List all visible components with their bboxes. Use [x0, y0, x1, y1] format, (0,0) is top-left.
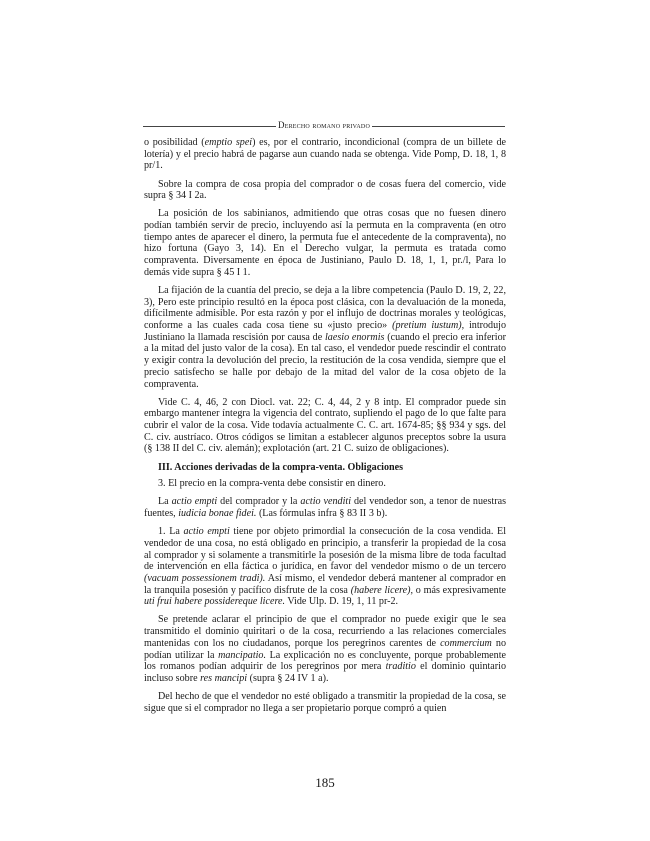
section-heading — [144, 462, 506, 474]
italic-term: (habere licere), — [350, 584, 413, 596]
running-header-title: Derecho romano privado — [278, 120, 370, 130]
paragraph — [144, 285, 506, 390]
text-run: La fijación de la cuantía del precio, se deja a la libre competencia (Paulo D. 19, 2, 22, 3), Pero este principio resultó en la época post clásica, con la devaluación de la moneda, difícilmente admisible. Por esta razón y por el influjo de doctrinas morales y teológicas, conforme a las cuales cada cosa tiene su «justo precio» — [144, 284, 506, 332]
paragraph — [144, 179, 506, 202]
paragraph — [144, 478, 506, 490]
paragraph — [144, 526, 506, 608]
text-run: Así mismo, el vendedor deberá mantener al comprador en la tranquila posesión y pacífico disfrute de la cosa — [144, 572, 506, 596]
italic-term: res mancipi — [200, 672, 248, 684]
italic-term: mancipatio. — [218, 649, 267, 661]
text-run: Se pretende aclarar el principio de que el comprador no puede exigir que le sea transmitido el dominio quiritari o de la cosa, recurriendo a las relaciones comerciales mantenidas con los no ciudadanos, porque los peregrinos carentes de — [144, 614, 506, 649]
text-run: Sobre la compra de cosa propia del comprador o de cosas fuera del comercio, vide supra § 34 I 2a. — [144, 178, 506, 202]
text-run: La — [158, 496, 172, 508]
text-run: el dominio quintario incluso sobre — [144, 661, 506, 684]
text-run: III. Acciones derivadas de la compra-venta. Obligaciones — [158, 461, 404, 473]
italic-term: uti frui habere possidereque licere. — [144, 596, 286, 608]
paragraph — [144, 137, 506, 172]
paragraph — [144, 496, 506, 519]
italic-term: (vacuam possessionem tradi). — [144, 572, 266, 584]
text-run: no podían utilizar la — [144, 637, 506, 661]
page-number: 185 — [315, 775, 335, 790]
italic-term: actio empti — [183, 526, 230, 538]
text-run: tiene por objeto primordial la consecución de la cosa vendida. El vendedor de una cosa, no está obligado en principio, a transferir la propiedad de la cosa al comprador y si solamente a transmitirle la posesión de la misma libre de toda facultad de intervención en ella fáctica o jurídica, en favor del vendedor mismo o de un tercero — [144, 526, 507, 573]
text-run: Vide Ulp. D. 19, 1, 11 pr-2. — [285, 596, 399, 608]
text-run: (supra § 24 IV 1 a). — [247, 672, 329, 684]
italic-term: iudicia bonae fidei. — [178, 508, 257, 520]
text-run: (cuando el precio era inferior a la mitad del justo valor de la cosa). En tal caso, el vendedor puede rescindir el contrato y exigir contra la devolución del precio, la restitución de la cosa vendida, siempre que el precio satisfecho se halle por debajo de la mitad del valor de la cosa objeto de la compraventa. — [144, 331, 506, 390]
text-run: ) es, por el contrario, incondicional (compra de un billete de lotería) y el precio habrá de pagarse aun cuando nada se obtenga. Vide Pomp, D. 18, 1, 8 pr/1. — [144, 137, 506, 172]
text-run: Del hecho de que el vendedor no esté obligado a transmitir la propiedad de la cosa, se sigue que si el comprador no llega a ser propietario porque compró a quien — [144, 691, 506, 714]
text-run: La explicación no es concluyente, porque probablemente los romanos podían adquirir de los peregrinos por mera — [144, 649, 506, 673]
italic-term: actio venditi — [300, 496, 352, 508]
italic-term: laesio enormis — [325, 331, 385, 343]
text-run: o más expresivamente — [413, 584, 507, 596]
paragraph — [144, 397, 506, 456]
italic-term: (pretium iustum), — [392, 320, 465, 332]
paragraph — [144, 691, 506, 714]
text-run: o posibilidad ( — [144, 137, 205, 148]
text-run: del comprador y la — [217, 496, 301, 508]
text-run: 3. El precio en la compra-venta debe consistir en dinero. — [158, 478, 386, 490]
paragraph — [144, 208, 506, 278]
header-rule-left — [143, 126, 276, 127]
paragraph — [144, 614, 506, 684]
text-run: (Las fórmulas infra § 83 II 3 b). — [256, 508, 388, 520]
italic-term: commercium — [440, 637, 492, 649]
italic-term: actio empti — [171, 496, 218, 508]
text-run: Vide C. 4, 46, 2 con Diocl. vat. 22; C. 4, 44, 2 y 8 intp. El comprador puede sin embargo mantener íntegra la vigencia del contrato, supliendo el pago de lo que falte para cubrir el valor de la cosa. Vide todavía actualmente C. C. art. 1674-85; §§ 934 y sgs. del C. civ. austríaco. Otros códigos se limitan a establecer algunos preceptos sobre la usura (§ 138 II del C. civ. alemán); explotación (art. 21 C. suizo de obligaciones). — [144, 396, 506, 455]
italic-term: traditio — [385, 661, 416, 673]
text-run: introdujo Justiniano la llamada rescisión por causa de — [144, 320, 506, 343]
running-header — [143, 120, 505, 130]
text-run: del vendedor son, a tenor de nuestras fuentes, — [144, 496, 506, 520]
body-text — [144, 137, 506, 721]
italic-term: emptio spei — [204, 137, 253, 148]
text-run: 1. La — [158, 526, 184, 538]
text-run: La posición de los sabinianos, admitiendo que otras cosas que no fuesen dinero podían también servir de precio, incluyendo así la permuta en la compraventa (en otro tiempo antes de aparecer el dinero, la permuta fue el antecedente de la compraventa), no hizo fortuna (Gayo 3, 14). En el Derecho vulgar, la permuta es tratada como compraventa. Diversamente en época de Justiniano, Paulo D. 18, 1, 1, pr./l, Para lo demás vide supra § 45 I 1. — [144, 208, 506, 278]
header-rule-right — [372, 126, 505, 127]
